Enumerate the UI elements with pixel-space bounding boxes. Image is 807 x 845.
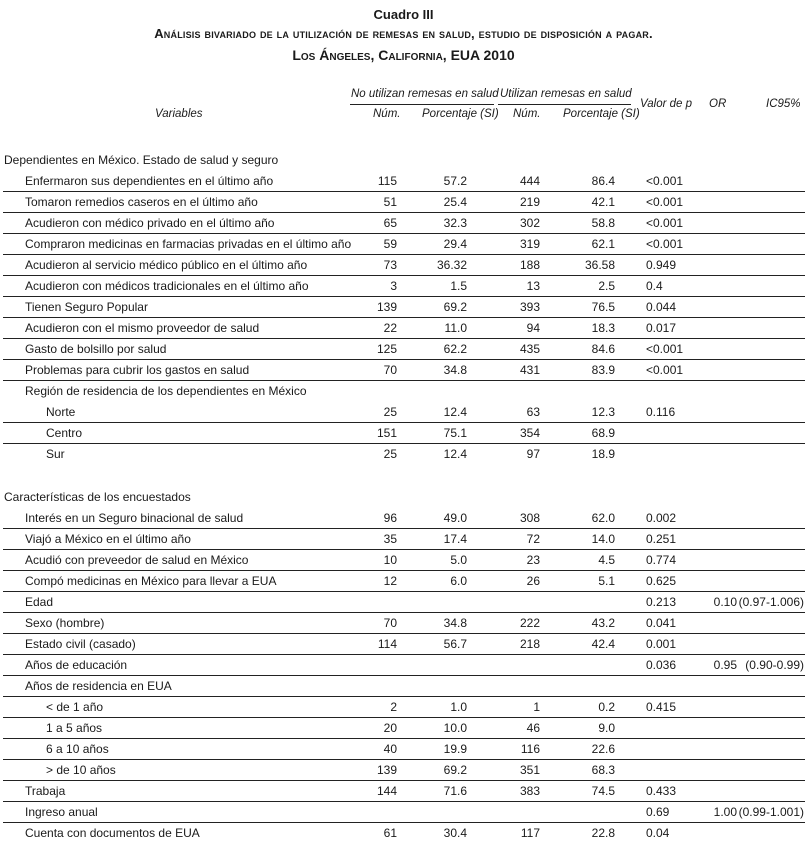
row-label: Acudieron con el mismo proveedor de salud xyxy=(25,321,260,335)
cell-num-yes: 188 xyxy=(519,258,540,272)
cell-pct-no: 6.0 xyxy=(450,574,467,588)
cell-pct-yes: 62.1 xyxy=(591,237,615,251)
cell-num-no: 70 xyxy=(383,616,397,630)
table-row xyxy=(0,192,807,213)
cell-num-yes: 116 xyxy=(520,742,540,756)
table-row xyxy=(0,318,807,339)
cell-pct-no: 62.2 xyxy=(443,342,467,356)
row-label: Enfermaron sus dependientes en el último año xyxy=(25,174,274,188)
cell-p-value: <0.001 xyxy=(646,342,684,356)
cell-pct-yes: 83.9 xyxy=(591,363,615,377)
cell-pct-no: 57.2 xyxy=(443,174,467,188)
cell-pct-yes: 74.5 xyxy=(591,784,615,798)
row-label: Acudieron al servicio médico público en el último año xyxy=(25,258,308,272)
section-header xyxy=(0,487,807,508)
row-label: Gasto de bolsillo por salud xyxy=(25,342,167,356)
cell-num-no: 73 xyxy=(383,258,397,272)
table-row xyxy=(0,381,807,402)
cell-num-no: 96 xyxy=(383,511,397,525)
cell-num-yes: 46 xyxy=(526,721,540,735)
cell-num-no: 25 xyxy=(383,405,397,419)
cell-pct-yes: 14.0 xyxy=(591,532,615,546)
cell-p-value: 0.774 xyxy=(646,553,677,567)
cell-num-yes: 383 xyxy=(519,784,540,798)
header-pct-1: Porcentaje (SI) xyxy=(422,108,499,120)
row-label: Región de residencia de los dependientes en México xyxy=(25,384,307,398)
header-group-no-remittances: No utilizan remesas en salud xyxy=(351,88,499,100)
header-or: OR xyxy=(709,98,727,110)
cell-pct-yes: 68.9 xyxy=(591,426,615,440)
table-number: Cuadro III xyxy=(373,7,434,22)
section-title: Dependientes en México. Estado de salud y seguro xyxy=(4,153,279,167)
header-num-1: Núm. xyxy=(373,108,401,120)
cell-pct-yes: 4.5 xyxy=(598,553,615,567)
cell-num-no: 35 xyxy=(383,532,397,546)
table-row xyxy=(0,508,807,529)
cell-num-no: 51 xyxy=(383,195,397,209)
table-row xyxy=(0,571,807,592)
header-pct-2: Porcentaje (SI) xyxy=(563,108,640,120)
cell-pct-no: 12.4 xyxy=(443,447,467,461)
row-label: Norte xyxy=(46,405,76,419)
cell-num-no: 22 xyxy=(383,321,397,335)
table-row xyxy=(0,592,807,613)
cell-num-no: 2 xyxy=(390,700,397,714)
table-row xyxy=(0,213,807,234)
cell-num-yes: 222 xyxy=(519,616,540,630)
cell-ci95: (0.99-1.001) xyxy=(738,805,804,819)
cell-p-value: <0.001 xyxy=(646,363,684,377)
cell-pct-yes: 12.3 xyxy=(591,405,615,419)
table-row xyxy=(0,339,807,360)
cell-p-value: 0.949 xyxy=(646,258,677,272)
table-row xyxy=(0,613,807,634)
cell-p-value: 0.251 xyxy=(646,532,677,546)
cell-num-no: 65 xyxy=(383,216,397,230)
table-row xyxy=(0,276,807,297)
row-label: Tienen Seguro Popular xyxy=(25,300,148,314)
cell-p-value: 0.002 xyxy=(646,511,677,525)
cell-num-yes: 97 xyxy=(526,447,540,461)
cell-pct-yes: 58.8 xyxy=(591,216,615,230)
table-title-line1: Análisis bivariado de la utilización de remesas en salud, estudio de disposición a pagar. xyxy=(154,26,653,41)
cell-num-yes: 351 xyxy=(519,763,540,777)
cell-pct-no: 75.1 xyxy=(443,426,467,440)
cell-pct-no: 1.5 xyxy=(450,279,467,293)
row-label: Ingreso anual xyxy=(25,805,98,819)
cell-pct-no: 30.4 xyxy=(443,826,467,840)
section-header xyxy=(0,150,807,171)
cell-num-no: 139 xyxy=(376,300,397,314)
table-row xyxy=(0,676,807,697)
table-row xyxy=(0,255,807,276)
cell-p-value: 0.044 xyxy=(646,300,677,314)
cell-pct-yes: 42.1 xyxy=(591,195,615,209)
cell-pct-yes: 0.2 xyxy=(598,700,615,714)
cell-num-no: 12 xyxy=(383,574,397,588)
cell-pct-no: 34.8 xyxy=(443,363,467,377)
cell-pct-yes: 18.9 xyxy=(591,447,615,461)
cell-pct-yes: 5.1 xyxy=(598,574,615,588)
cell-pct-yes: 68.3 xyxy=(591,763,615,777)
cell-num-yes: 319 xyxy=(519,237,540,251)
cell-p-value: <0.001 xyxy=(646,237,684,251)
row-label: Acudieron con médico privado en el último año xyxy=(25,216,275,230)
cell-p-value: 0.4 xyxy=(646,279,663,293)
cell-p-value: 0.04 xyxy=(646,826,670,840)
cell-pct-no: 69.2 xyxy=(443,300,467,314)
cell-pct-yes: 42.4 xyxy=(591,637,615,651)
cell-pct-no: 19.9 xyxy=(443,742,467,756)
cell-num-yes: 63 xyxy=(526,405,540,419)
cell-pct-yes: 22.8 xyxy=(591,826,615,840)
row-label: Compraron medicinas en farmacias privadas en el último año xyxy=(25,237,352,251)
header-num-2: Núm. xyxy=(513,108,541,120)
table-row xyxy=(0,402,807,423)
section-title: Características de los encuestados xyxy=(4,490,191,504)
row-label: > de 10 años xyxy=(46,763,116,777)
header-rule-yes xyxy=(498,104,631,105)
row-label: Años de educación xyxy=(25,658,128,672)
cell-num-no: 151 xyxy=(376,426,397,440)
header-group-remittances: Utilizan remesas en salud xyxy=(500,88,632,100)
cell-pct-yes: 9.0 xyxy=(598,721,615,735)
header-variables: Variables xyxy=(155,108,203,120)
cell-pct-yes: 22.6 xyxy=(591,742,615,756)
cell-num-yes: 23 xyxy=(526,553,540,567)
header-rule-no xyxy=(350,104,494,105)
cell-pct-no: 12.4 xyxy=(443,405,467,419)
cell-num-yes: 444 xyxy=(519,174,540,188)
row-label: Viajó a México en el último año xyxy=(25,532,191,546)
row-label: Interés en un Seguro binacional de salud xyxy=(25,511,244,525)
cell-p-value: 0.625 xyxy=(646,574,677,588)
cell-p-value: <0.001 xyxy=(646,216,684,230)
cell-pct-yes: 86.4 xyxy=(591,174,615,188)
cell-pct-no: 32.3 xyxy=(443,216,467,230)
cell-num-no: 144 xyxy=(376,784,397,798)
cell-num-yes: 308 xyxy=(519,511,540,525)
cell-odds-ratio: 0.10 xyxy=(713,595,737,609)
table-row xyxy=(0,760,807,781)
cell-num-no: 40 xyxy=(383,742,397,756)
row-label: Trabaja xyxy=(25,784,66,798)
cell-p-value: 0.036 xyxy=(646,658,677,672)
cell-pct-no: 71.6 xyxy=(443,784,467,798)
row-label: Acudieron con médicos tradicionales en el último año xyxy=(25,279,309,293)
cell-pct-no: 10.0 xyxy=(443,721,467,735)
table-row xyxy=(0,697,807,718)
row-label: Edad xyxy=(25,595,54,609)
cell-num-yes: 393 xyxy=(519,300,540,314)
cell-p-value: 0.001 xyxy=(646,637,677,651)
cell-num-no: 3 xyxy=(390,279,397,293)
cell-num-no: 139 xyxy=(376,763,397,777)
table-row xyxy=(0,781,807,802)
header-p-value: Valor de p xyxy=(640,98,692,110)
cell-num-no: 10 xyxy=(383,553,397,567)
cell-num-yes: 94 xyxy=(526,321,540,335)
cell-pct-yes: 43.2 xyxy=(591,616,615,630)
row-label: 6 a 10 años xyxy=(46,742,109,756)
table-row xyxy=(0,802,807,823)
table-row xyxy=(0,655,807,676)
row-label: Años de residencia en EUA xyxy=(25,679,172,693)
cell-pct-yes: 2.5 xyxy=(598,279,615,293)
cell-pct-no: 49.0 xyxy=(443,511,467,525)
cell-num-no: 25 xyxy=(383,447,397,461)
cell-pct-yes: 76.5 xyxy=(591,300,615,314)
cell-pct-no: 1.0 xyxy=(450,700,467,714)
cell-p-value: 0.433 xyxy=(646,784,677,798)
row-label: Centro xyxy=(46,426,83,440)
row-label: Cuenta con documentos de EUA xyxy=(25,826,200,840)
cell-num-no: 61 xyxy=(383,826,397,840)
cell-pct-yes: 62.0 xyxy=(591,511,615,525)
table-row xyxy=(0,529,807,550)
table-row xyxy=(0,823,807,844)
table-row xyxy=(0,234,807,255)
cell-pct-no: 29.4 xyxy=(443,237,467,251)
cell-pct-no: 5.0 xyxy=(450,553,467,567)
table-row xyxy=(0,423,807,444)
cell-p-value: <0.001 xyxy=(646,195,684,209)
row-label: Sexo (hombre) xyxy=(25,616,105,630)
table-row xyxy=(0,360,807,381)
cell-p-value: 0.213 xyxy=(646,595,677,609)
row-label: Tomaron remedios caseros en el último año xyxy=(25,195,258,209)
cell-pct-yes: 18.3 xyxy=(591,321,615,335)
cell-num-no: 20 xyxy=(383,721,397,735)
header-ic95: IC95% xyxy=(766,98,801,110)
table-row xyxy=(0,297,807,318)
cell-num-yes: 218 xyxy=(519,637,540,651)
cell-num-yes: 435 xyxy=(519,342,540,356)
cell-num-yes: 1 xyxy=(533,700,540,714)
table-row xyxy=(0,171,807,192)
cell-p-value: 0.041 xyxy=(646,616,677,630)
row-label: Acudió con preveedor de salud en México xyxy=(25,553,249,567)
cell-num-yes: 302 xyxy=(519,216,540,230)
cell-pct-no: 11.0 xyxy=(444,321,467,335)
cell-num-no: 59 xyxy=(383,237,397,251)
cell-ci95: (0.90-0.99) xyxy=(745,658,804,672)
cell-num-yes: 219 xyxy=(519,195,540,209)
cell-num-yes: 13 xyxy=(526,279,540,293)
table-row xyxy=(0,444,807,465)
cell-num-no: 125 xyxy=(376,342,397,356)
cell-pct-yes: 36.58 xyxy=(584,258,615,272)
cell-num-yes: 354 xyxy=(519,426,540,440)
table-row xyxy=(0,634,807,655)
cell-ci95: (0.97-1.006) xyxy=(738,595,804,609)
cell-pct-no: 17.4 xyxy=(443,532,467,546)
cell-num-no: 114 xyxy=(377,637,397,651)
cell-odds-ratio: 0.95 xyxy=(713,658,737,672)
cell-pct-no: 56.7 xyxy=(443,637,467,651)
cell-num-yes: 72 xyxy=(526,532,540,546)
cell-p-value: <0.001 xyxy=(646,174,684,188)
table-title xyxy=(0,6,807,65)
row-label: Problemas para cubrir los gastos en salud xyxy=(25,363,250,377)
cell-p-value: 0.017 xyxy=(646,321,677,335)
row-label: Estado civil (casado) xyxy=(25,637,136,651)
row-label: Compó medicinas en México para llevar a EUA xyxy=(25,574,277,588)
cell-num-no: 70 xyxy=(383,363,397,377)
table-row xyxy=(0,550,807,571)
table-row xyxy=(0,718,807,739)
cell-pct-yes: 84.6 xyxy=(591,342,615,356)
table-title-line2: Los Ángeles, California, EUA 2010 xyxy=(292,47,515,63)
row-label: 1 a 5 años xyxy=(46,721,103,735)
cell-num-yes: 431 xyxy=(519,363,540,377)
cell-odds-ratio: 1.00 xyxy=(713,805,737,819)
cell-pct-no: 36.32 xyxy=(436,258,467,272)
row-label: < de 1 año xyxy=(46,700,104,714)
cell-pct-no: 25.4 xyxy=(443,195,467,209)
cell-p-value: 0.69 xyxy=(646,805,670,819)
table-row xyxy=(0,739,807,760)
cell-num-yes: 26 xyxy=(526,574,540,588)
cell-pct-no: 69.2 xyxy=(443,763,467,777)
cell-p-value: 0.415 xyxy=(646,700,677,714)
cell-pct-no: 34.8 xyxy=(443,616,467,630)
cell-num-no: 115 xyxy=(377,174,397,188)
cell-p-value: 0.116 xyxy=(646,405,676,419)
cell-num-yes: 117 xyxy=(520,826,540,840)
row-label: Sur xyxy=(46,447,65,461)
